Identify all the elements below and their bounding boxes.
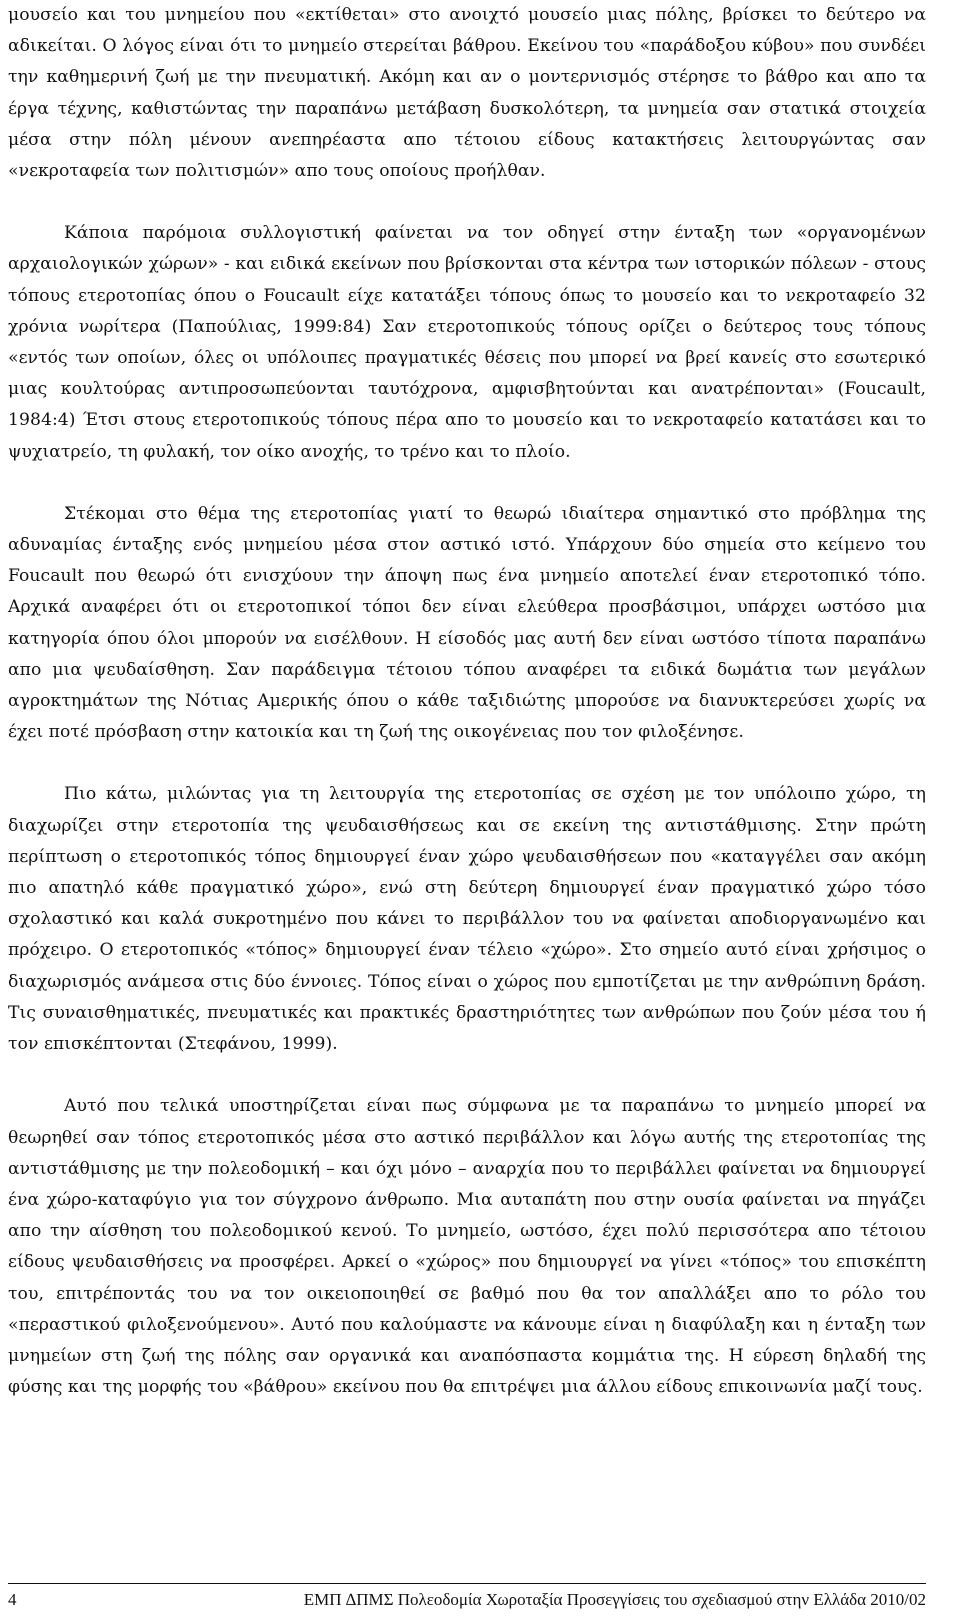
paragraph: Πιο κάτω, μιλώντας για τη λειτουργία της ετεροτοπίας σε σχέση με τον υπόλοιπο χώρο, τη διαχωρίζει στην ετεροτοπία της ψευδαισθήσεως και σε εκείνη της αντιστάθμισης. Στην πρώτη περίπτωση ο ετεροτοπικός τόπος δημιουργεί έναν χώρο ψευδαισθήσεων που «καταγγέλει σαν ακόμη πιο απατηλό κάθε πραγματικό χώρο», ενώ στη δεύτερη δημιουργεί έναν πραγματικό χώρο τόσο σχολαστικό και καλά συκροτημένο που κάνει το περιβάλλον του να φαίνεται αποδιοργανωμένο και πρόχειρο. Ο ετεροτοπικός «τόπος» δημιουργεί έναν τέλειο «χώρο». Στο σημείο αυτό είναι χρήσιμος ο διαχωρισμός ανάμεσα στις δύο έννοιες. Τόπος είναι ο χώρος που εμποτίζεται με την ανθρώπινη δράση. Τις συναισθηματικές, πνευματικές και πρακτικές δραστηριότητες των ανθρώπων που ζούν μέσα του ή τον επισκέπτονται (Στεφάνου, 1999). (8, 784, 926, 1055)
body-text (8, 0, 926, 1434)
page-number: 4 (8, 1590, 17, 1609)
paragraph: Στέκομαι στο θέμα της ετεροτοπίας γιατί το θεωρώ ιδιαίτερα σημαντικό στο πρόβλημα της αδυναμίας ένταξης ενός μνημείου μέσα στον αστικό ιστό. Υπάρχουν δύο σημεία στο κείμενο του Foucault που θεωρώ ότι ενισχύουν την άποψη πως ένα μνημείο αποτελεί έναν ετεροτοπικό τόπο. Αρχικά αναφέρει ότι οι ετεροτοπικοί τόποι δεν είναι ελεύθερα προσβάσιμοι, υπάρχει ωστόσο μια κατηγορία όπου όλοι μπορούν να εισέλθουν. Η είσοδός μας αυτή δεν είναι ωστόσο τίποτα παραπάνω απο μια ψευδαίσθηση. Σαν παράδειγμα τέτοιου τόπου αναφέρει τα ειδικά δωμάτια των μεγάλων αγροκτημάτων της Νότιας Αμερικής όπου ο κάθε ταξιδιώτης μπορούσε να διανυκτερεύσει χωρίς να έχει ποτέ πρόσβαση στην κατοικία και τη ζωή της οικογένειας που τον φιλοξένησε. (8, 503, 926, 743)
paragraph: μουσείο και του μνημείου που «εκτίθεται» στο ανοιχτό μουσείο μιας πόλης, βρίσκει το δεύτερο να αδικείται. Ο λόγος είναι ότι το μνημείο στερείται βάθρου. Εκείνου του «παράδοξου κύβου» που συνδέει την καθημερινή ζωή με την πνευματική. Ακόμη και αν ο μοντερνισμός στέρησε το βάθρο και απο τα έργα τέχνης, καθιστώντας την παραπάνω μετάβαση δυσκολότερη, τα μνημεία σαν στατικά στοιχεία μέσα στην πόλη μένουν ανεπηρέαστα απο τέτοιου είδους κατακτήσεις λειτουργώντας σαν «νεκροταφεία των πολιτισμών» απο τους οποίους προήλθαν. (8, 5, 926, 182)
running-footer-title: ΕΜΠ ∆ΠΜΣ Πολεοδομία Χωροταξία Προσεγγίσεις του σχεδιασμού στην Ελλάδα 2010/02 (303, 1590, 926, 1609)
paragraph: Κάποια παρόμοια συλλογιστική φαίνεται να τον οδηγεί στην ένταξη των «οργανομένων αρχαιολογικών χώρων» - και ειδικά εκείνων που βρίσκονται στα κέντρα των ιστορικών πόλεων - στους τόπους ετεροτοπίας όπου ο Foucault είχε κατατάξει τόπους όπως το μουσείο και το νεκροταφείο 32 χρόνια νωρίτερα (Παπούλιας, 1999:84) Σαν ετεροτοπικούς τόπους ορίζει ο δεύτερος τους τόπους «εντός των οποίων, όλες οι υπόλοιπες πραγματικές θέσεις που μπορεί να βρεί κανείς στο εσωτερικό μιας κουλτούρας αντιπροσωπεύονται ταυτόχρονα, αμφισβητούνται και ανατρέπονται» (Foucault, 1984:4) Έτσι στους ετεροτοπικούς τόπους πέρα απο το μουσείο και το νεκροταφείο κατατάσει και το ψυχιατρείο, τη φυλακή, τον οίκο ανοχής, το τρένο και το πλοίο. (8, 223, 926, 462)
page-footer (8, 1583, 926, 1608)
paragraph: Αυτό που τελικά υποστηρίζεται είναι πως σύμφωνα με τα παραπάνω το μνημείο μπορεί να θεωρηθεί σαν τόπος ετεροτοπικός μέσα στο αστικό περιβάλλον και λόγω αυτής της ετεροτοπίας της αντιστάθμισης με την πολεοδομική – και όχι μόνο – αναρχία που το περιβάλλει φαίνεται να δημιουργεί ένα χώρο-καταφύγιο για τον σύγχρονο άνθρωπο. Μια αυταπάτη που στην ουσία φαίνεται να πηγάζει απο την αίσθηση του πολεοδομικού κενού. Το μνημείο, ωστόσο, έχει πολύ περισσότερα απο τέτοιου είδους ψευδαισθήσεις να προσφέρει. Αρκεί ο «χώρος» που δημιουργεί να γίνει «τόπος» του επισκέπτη του, επιτρέποντάς του να τον οικειοποιηθεί σε βαθμό που θα τον απαλλάξει απο το ρόλο του «περαστικού φιλοξενούμενου». Αυτό που καλούμαστε να κάνουμε είναι η διαφύλαξη και η ένταξη των μνημείων στη ζωή της πόλης σαν οργανικά και αναπόσπαστα κομμάτια της. Η εύρεση δηλαδή της φύσης και της μορφής του «βάθρου» εκείνου που θα επιτρέψει μια άλλου είδους επικοινωνία μαζί τους. (8, 1096, 926, 1398)
